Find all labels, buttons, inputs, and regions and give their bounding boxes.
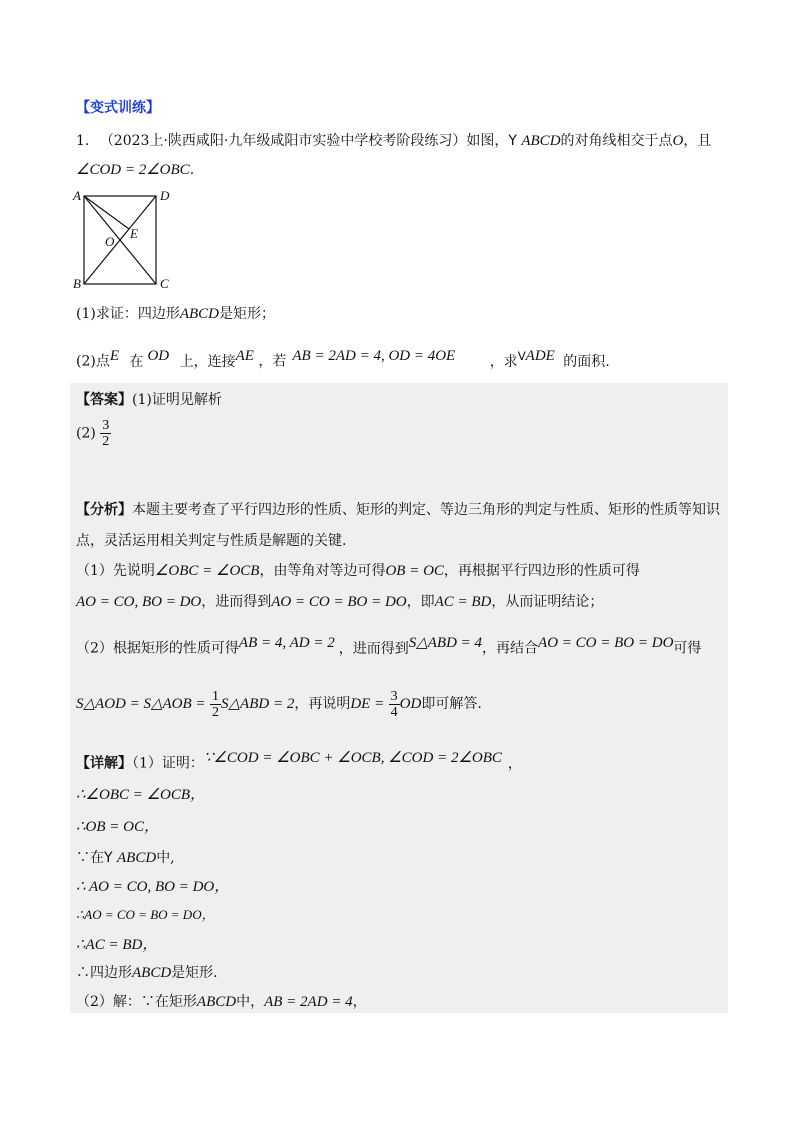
detail-intro: （1）证明： [132, 755, 204, 772]
answer-line [76, 390, 222, 410]
l7-name: ABCD [132, 965, 172, 981]
s4-fraction-num: 1 [212, 688, 220, 704]
detail-line-5: ∴ AO = CO, BO = DO， [76, 879, 230, 895]
problem-source: （2023上·陕西咸阳·九年级咸阳市实验中学校考阶段练习）如图， [99, 133, 509, 149]
stem-text: 的对角线相交于点 [560, 133, 673, 149]
detail-line-3: ∴OB = OC， [76, 819, 159, 835]
q1-suffix: 是矩形； [219, 306, 276, 322]
l8-text-c: ， [352, 994, 367, 1010]
s3-math-1: AB = 4, AD = 2 [238, 635, 335, 651]
s2-text-c: ，从而证明结论； [491, 594, 604, 610]
analysis-step-1 [76, 561, 640, 581]
parallelogram-name: ABCD [521, 133, 561, 149]
q2-text-f: 的面积. [563, 353, 610, 370]
problem-stem [76, 131, 711, 151]
answer-part-2 [76, 418, 111, 449]
detail-line-8 [76, 963, 218, 983]
q2-triangle: ADE [525, 348, 555, 364]
s1-math-2: OB = OC [385, 563, 444, 579]
s4-fraction-three-quarters [389, 689, 400, 720]
answer-part-2-prefix: (2) [76, 425, 96, 442]
q2-segment-ae: AE [235, 348, 254, 364]
s4-fraction-den-2: 4 [390, 704, 398, 720]
s3-math-3: AO = CO = BO = DO [538, 635, 674, 651]
label-c: C [160, 276, 169, 291]
s1-text-a: （1）先说明 [76, 563, 155, 579]
analysis-step-2b [76, 688, 482, 720]
section-heading: 【变式训练】 [76, 100, 160, 116]
answer-label: 【答案】 [76, 392, 132, 408]
l7-text-a: ∴四边形 [76, 965, 132, 981]
s4-math-3: DE = [350, 696, 385, 712]
analysis-step-1b [76, 592, 603, 612]
s1-text-c: ，再根据平行四边形的性质可得 [443, 563, 640, 579]
l8-text-b: 中， [236, 994, 265, 1010]
s1-math-1: ∠OBC = ∠OCB [154, 563, 260, 579]
detail-comma: ， [507, 755, 522, 772]
answer-part-1: (1)证明见解析 [132, 392, 222, 408]
detail-line-6: ∴AO = CO = BO = DO， [76, 907, 215, 922]
answer-fraction [100, 418, 111, 449]
label-b: B [73, 276, 81, 291]
s1-text-b: ，由等角对等边可得 [259, 563, 386, 579]
angle-condition: ∠COD = 2∠OBC [76, 162, 190, 178]
s4-text-a: ，再说明 [294, 696, 351, 712]
label-d: D [160, 188, 170, 203]
q2-segment-od: OD [147, 348, 170, 364]
s3-text-d: 可得 [673, 640, 702, 657]
analysis-line-1 [76, 500, 720, 520]
l8-math: AB = 2AD = 4 [264, 994, 353, 1010]
l3-name: ABCD [117, 850, 157, 866]
s4-fraction-num-2: 3 [390, 688, 398, 704]
q2-condition: AB = 2AD = 4, OD = 4OE [292, 348, 456, 364]
question-2 [76, 346, 610, 372]
fraction-denominator: 2 [102, 434, 110, 449]
s3-text-c: ，再结合 [482, 640, 539, 657]
s2-math-2: AO = CO = BO = DO [271, 594, 407, 610]
analysis-label: 【分析】 [76, 502, 132, 518]
s4-math-4: OD [399, 696, 422, 712]
q2-text-a: (2)点 [76, 353, 110, 370]
l3-parallelogram-symbol: Y [104, 850, 113, 866]
detail-line-2: ∴∠OBC = ∠OCB， [76, 787, 206, 803]
s4-math-1: S△AOD = S△AOB = [76, 696, 206, 712]
s4-fraction-den: 2 [212, 704, 220, 720]
s3-text-a: （2）根据矩形的性质可得 [76, 640, 239, 657]
s3-text-b: ，进而得到 [338, 640, 409, 657]
problem-condition: ∠COD = 2∠OBC. [76, 162, 195, 178]
s3-math-2: S△ABD = 4 [408, 635, 483, 651]
analysis-text-1: 本题主要考查了平行四边形的性质、矩形的判定、等边三角形的判定与性质、矩形的性质等知识 [132, 502, 720, 518]
analysis-line-2: 点，灵活运用相关判定与性质是解题的关键. [76, 533, 347, 549]
rectangle-figure [70, 186, 180, 292]
fraction-numerator: 3 [102, 418, 110, 433]
s2-math-3: AC = BD [434, 594, 492, 610]
analysis-step-2 [76, 633, 701, 659]
q2-point-e: E [109, 348, 120, 364]
l8-text-a: （2）解：∵在矩形 [76, 994, 197, 1010]
point-o: O [672, 133, 684, 149]
l7-text-b: 是矩形. [171, 965, 218, 981]
l8-name: ABCD [196, 994, 237, 1010]
q2-text-b: 在 [129, 353, 144, 370]
question-1 [76, 304, 275, 324]
s4-math-2: S△ABD = 2 [221, 696, 295, 712]
s4-text-b: 即可解答. [421, 696, 482, 712]
detail-label: 【详解】 [76, 755, 132, 772]
s2-text-a: ，进而得到 [201, 594, 272, 610]
l3-text-a: ∵在 [76, 850, 104, 866]
parallelogram-symbol: Y [508, 133, 517, 149]
s2-math-1: AO = CO, BO = DO [76, 594, 202, 610]
detail-because-1: ∵∠COD = ∠OBC + ∠OCB, ∠COD = 2∠OBC [203, 750, 502, 766]
q2-text-e: ，求 [489, 353, 518, 370]
q1-prefix: (1)求证：四边形 [76, 306, 180, 322]
s2-text-b: ，即 [406, 594, 435, 610]
label-a: A [73, 188, 81, 203]
and-text: ，且 [683, 133, 712, 149]
detail-line-9 [76, 992, 367, 1012]
problem-number: 1. [76, 133, 90, 149]
detail-line-1 [76, 748, 522, 774]
label-e: E [130, 226, 138, 241]
detail-line-4 [76, 848, 175, 868]
q2-text-c: 上，连接 [179, 353, 236, 370]
l3-text-b: 中, [156, 850, 175, 866]
detail-line-7: ∴AC = BD， [76, 937, 158, 953]
label-o: O [105, 234, 115, 249]
triangle-symbol: V [517, 349, 526, 363]
s4-fraction-half [210, 689, 221, 720]
q2-text-d: ，若 [258, 353, 287, 370]
q1-quadrilateral: ABCD [179, 306, 220, 322]
